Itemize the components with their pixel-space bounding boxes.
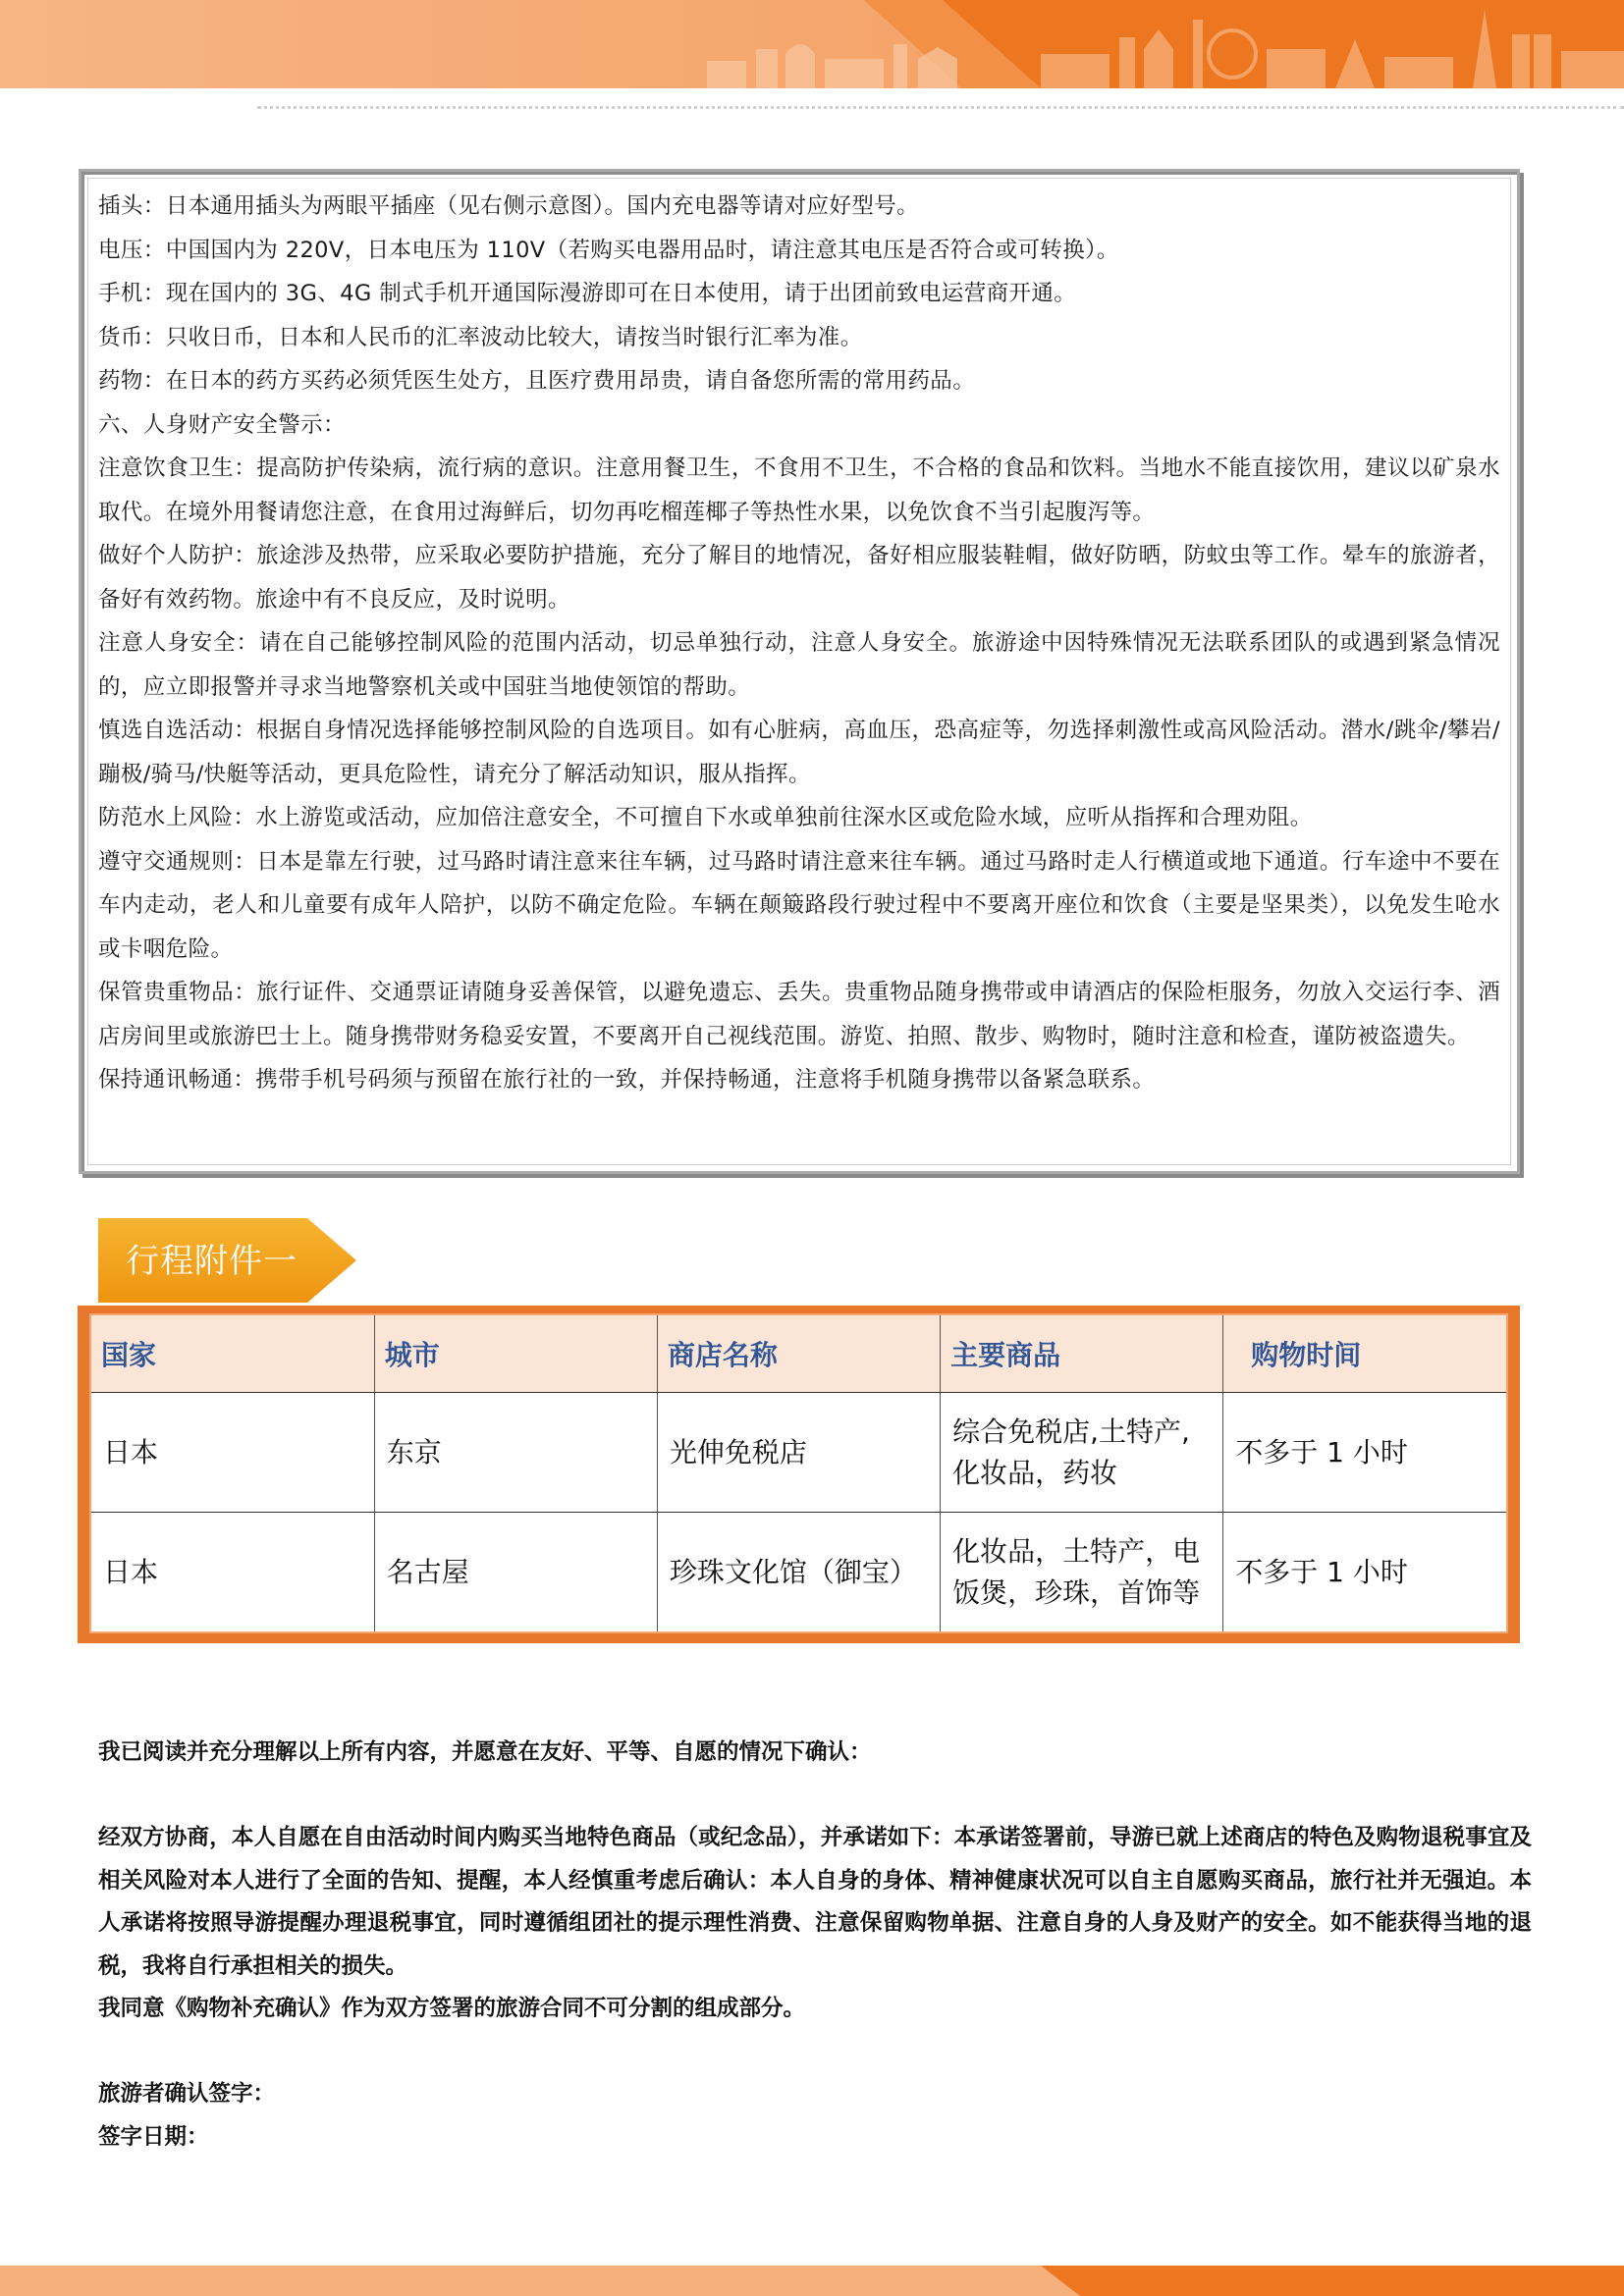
table-cell-shop-name: 光伸免税店 <box>657 1393 940 1513</box>
shops-table-frame <box>78 1306 1520 1643</box>
table-row <box>91 1393 1506 1513</box>
notice-item-voltage: 电压：中国国内为 220V，日本电压为 110V（若购买电器用品时，请注意其电压是否符合或可转换）。 <box>98 237 1119 263</box>
notice-text <box>98 185 1500 1102</box>
table-row <box>91 1513 1506 1631</box>
notice-item-phone: 手机：现在国内的 3G、4G 制式手机开通国际漫游即可在日本使用，请于出团前致电运营商开通。 <box>98 281 1077 306</box>
column-header-city: 城市 <box>374 1315 657 1393</box>
signature-label: 旅游者确认签字： <box>98 2081 276 2107</box>
footer-stripe <box>0 2266 1624 2296</box>
footer-band <box>0 2266 1624 2296</box>
table-cell-country: 日本 <box>91 1393 374 1513</box>
notice-item-personal-safety: 注意人身安全：请在自己能够控制风险的范围内活动，切忌单独行动，注意人身安全。旅游途中因特殊情况无法联系团队的或遇到紧急情况的，应立即报警并寻求当地警察机关或中国驻当地使领馆的帮助。 <box>98 630 1500 700</box>
notice-item-plug: 插头：日本通用插头为两眼平插座（见右侧示意图）。国内充电器等请对应好型号。 <box>98 193 920 219</box>
notice-item-valuables: 保管贵重物品：旅行证件、交通票证请随身妥善保管，以避免遗忘、丢失。贵重物品随身携带或申请酒店的保险柜服务，勿放入交运行李、酒店房间里或旅游巴士上。随身携带财务稳妥安置，不要离开自己视线范围。游览、拍照、散步、购物时，随时注意和检查，谨防被盗遗失。 <box>98 980 1500 1049</box>
confirmation-consent: 我同意《购物补充确认》作为双方签署的旅游合同不可分割的组成部分。 <box>98 1996 806 2021</box>
table-cell-shopping-time: 不多于 1 小时 <box>1235 1555 1408 1588</box>
spacer <box>98 1775 1532 1818</box>
shops-table <box>91 1315 1506 1631</box>
signature-date-label: 签字日期： <box>98 2123 209 2150</box>
table-header-row <box>91 1315 1506 1393</box>
column-header-shop-name: 商店名称 <box>657 1315 940 1393</box>
table-cell-city: 名古屋 <box>374 1513 657 1631</box>
notice-item-optional-activities: 慎选自选活动：根据自身情况选择能够控制风险的自选项目。如有心脏病，高血压，恐高症等，勿选择刺激性或高风险活动。潜水/跳伞/攀岩/蹦极/骑马/快艇等活动，更具危险性，请充分了解活动知识，服从指挥。 <box>98 718 1500 787</box>
column-header-shopping-time: 购物时间 <box>1223 1315 1506 1393</box>
notice-item-medicine: 药物：在日本的药方买药必须凭医生处方，且医疗费用昂贵，请自备您所需的常用药品。 <box>98 368 976 394</box>
skyline-banner <box>0 0 1624 88</box>
header-band <box>0 0 1624 88</box>
section-tab <box>98 1218 356 1303</box>
table-cell-shop-name: 珍珠文化馆（御宝） <box>657 1513 940 1631</box>
table-cell-city: 东京 <box>374 1393 657 1513</box>
section-title: 行程附件一 <box>126 1242 298 1281</box>
notice-item-currency: 货币：只收日币，日本和人民币的汇率波动比较大，请按当时银行汇率为准。 <box>98 324 863 350</box>
notice-item-communication: 保持通讯畅通：携带手机号码须与预留在旅行社的一致，并保持畅通，注意将手机随身携带以备紧急联系。 <box>98 1067 1156 1093</box>
notice-section-heading: 六、人身财产安全警示： <box>98 411 346 438</box>
confirmation-section <box>98 1732 1532 2159</box>
header-divider <box>257 106 1624 109</box>
notice-item-water-risk: 防范水上风险：水上游览或活动，应加倍注意安全，不可擅自下水或单独前往深水区或危险水域，应听从指挥和合理劝阻。 <box>98 805 1313 830</box>
notice-item-traffic-rules: 遵守交通规则：日本是靠左行驶，过马路时请注意来往车辆，过马路时请注意来往车辆。通过马路时走人行横道或地下通道。行车途中不要在车内走动，老人和儿童要有成年人陪护，以防不确定危险。车辆在颠簸路段行驶过程中不要离开座位和饮食（主要是坚果类），以免发生呛水或卡咽危险。 <box>98 848 1500 962</box>
column-header-main-goods: 主要商品 <box>941 1315 1223 1393</box>
notice-item-personal-protection: 做好个人防护：旅途涉及热带，应采取必要防护措施，充分了解目的地情况，备好相应服装鞋帽，做好防晒，防蚊虫等工作。晕车的旅游者，备好有效药物。旅途中有不良反应，及时说明。 <box>98 543 1500 613</box>
table-cell-main-goods: 综合免税店,土特产,化妆品，药妆 <box>941 1393 1223 1513</box>
confirmation-agreement: 经双方协商，本人自愿在自由活动时间内购买当地特色商品（或纪念品），并承诺如下：本承诺签署前，导游已就上述商店的特色及购物退税事宜及相关风险对本人进行了全面的告知、提醒，本人经慎重考虑后确认：本人自身的身体、精神健康状况可以自主自愿购买商品，旅行社并无强迫。本人承诺将按照导游提醒办理退税事宜，同时遵循组团社的提示理性消费、注意保留购物单据、注意自身的人身及财产的安全。如不能获得当地的退税，我将自行承担相关的损失。 <box>98 1825 1532 1979</box>
column-header-country: 国家 <box>91 1315 374 1393</box>
spacer <box>98 2031 1532 2074</box>
table-cell-shopping-time: 不多于 1 小时 <box>1223 1393 1506 1513</box>
table-cell-country: 日本 <box>91 1513 374 1631</box>
confirmation-intro: 我已阅读并充分理解以上所有内容，并愿意在友好、平等、自愿的情况下确认： <box>98 1739 872 1765</box>
notice-item-food-hygiene: 注意饮食卫生：提高防护传染病，流行病的意识。注意用餐卫生，不食用不卫生，不合格的食品和饮料。当地水不能直接饮用，建议以矿泉水取代。在境外用餐请您注意，在食用过海鲜后，切勿再吃榴莲椰子等热性水果，以免饮食不当引起腹泻等。 <box>98 455 1500 525</box>
table-cell-main-goods: 化妆品，土特产，电饭煲，珍珠，首饰等 <box>941 1513 1223 1631</box>
